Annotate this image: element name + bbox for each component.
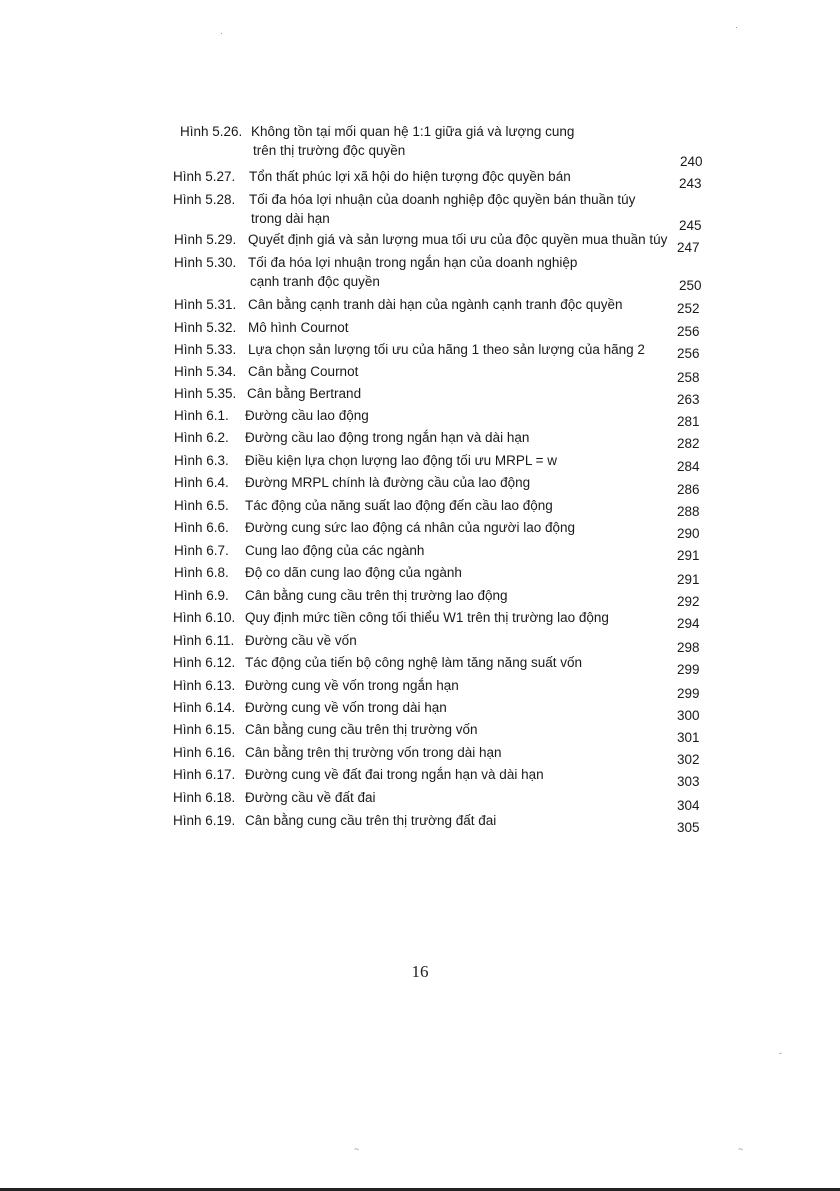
figure-title	[245, 676, 459, 695]
figure-page-number: 302	[677, 752, 700, 767]
figure-page-number: 258	[677, 370, 700, 385]
figure-page-number: 252	[677, 301, 700, 316]
figure-page-number: 291	[677, 572, 700, 587]
figure-title-line: Độ co dãn cung lao động của ngành	[245, 565, 462, 580]
figure-title-line: Cân bằng cạnh tranh dài hạn của ngành cạnh tranh độc quyền	[248, 297, 623, 312]
figure-title-line: Mô hình Cournot	[248, 320, 349, 335]
figure-page-number: 284	[677, 459, 700, 474]
figure-label: Hình 6.9.	[174, 588, 229, 603]
scan-speck: ·	[735, 22, 738, 32]
figure-title-line: Cung lao động của các ngành	[245, 543, 425, 558]
figure-title-line: Đường cung sức lao động cá nhân của người lao động	[245, 520, 576, 535]
figure-label: Hình 5.35.	[174, 386, 237, 401]
figure-title	[245, 586, 508, 605]
figure-label: Hình 5.30.	[174, 255, 237, 270]
figure-title	[245, 765, 544, 784]
figure-title	[245, 496, 553, 515]
figure-title-line: trong dài hạn	[251, 211, 330, 226]
figure-title	[245, 720, 478, 739]
figure-title-line: Cân bằng cung cầu trên thị trường vốn	[245, 722, 478, 737]
figure-page-number: 301	[677, 730, 700, 745]
figure-title	[245, 428, 529, 447]
figure-label: Hình 6.17.	[173, 767, 236, 782]
figure-title-line: Quy định mức tiền công tối thiểu W1 trên thị trường lao động	[245, 610, 609, 625]
figure-label: Hình 6.1.	[174, 408, 229, 423]
figure-title	[245, 563, 462, 582]
figure-title-line: Đường cung về đất đai trong ngắn hạn và dài hạn	[245, 767, 544, 782]
figure-title	[245, 631, 357, 650]
scan-speck: ·	[220, 28, 223, 38]
figure-title-line: Tối đa hóa lợi nhuận của doanh nghiệp độc quyền bán thuần túy	[249, 192, 636, 207]
figure-title	[248, 295, 623, 314]
figure-page-number: 304	[677, 798, 700, 813]
figure-title	[245, 406, 369, 425]
figure-title	[248, 318, 349, 337]
figure-label: Hình 6.7.	[174, 543, 229, 558]
figure-label: Hình 6.16.	[173, 745, 236, 760]
figure-page-number: 245	[679, 218, 702, 233]
figure-label: Hình 6.18.	[173, 790, 236, 805]
figure-label: Hình 6.8.	[174, 565, 229, 580]
scan-speck: -	[779, 1048, 782, 1058]
figure-label: Hình 5.28.	[173, 192, 236, 207]
figure-title-line: Đường cầu về đất đai	[245, 790, 376, 805]
page-number: 16	[411, 962, 429, 981]
figure-page-number: 286	[677, 482, 700, 497]
figure-title-line: Đường cung về vốn trong ngắn hạn	[245, 678, 459, 693]
figure-label: Hình 5.34.	[174, 364, 237, 379]
figure-label: Hình 6.15.	[173, 722, 236, 737]
figure-label: Hình 6.14.	[173, 700, 236, 715]
figure-page-number: 288	[677, 504, 700, 519]
figure-title	[245, 811, 496, 830]
figure-title-line: Cân bằng Bertrand	[247, 386, 362, 401]
figure-title-line: Đường cầu lao động trong ngắn hạn và dài hạn	[245, 430, 530, 445]
figure-page-number: 282	[677, 436, 700, 451]
figure-label: Hình 6.19.	[173, 813, 236, 828]
figure-label: Hình 5.27.	[173, 169, 236, 184]
figure-title	[251, 122, 574, 160]
figure-title-line: Đường cầu về vốn	[245, 633, 357, 648]
figure-title	[249, 167, 571, 186]
figure-title	[247, 384, 361, 403]
figure-page-number: 303	[677, 774, 700, 789]
figure-page-number: 294	[677, 616, 700, 631]
figure-title-line: Đường cung về vốn trong dài hạn	[245, 700, 447, 715]
figure-page-number: 281	[677, 414, 700, 429]
figure-page-number: 299	[677, 662, 700, 677]
figure-title-line: Tổn thất phúc lợi xã hội do hiện tượng độc quyền bán	[249, 169, 571, 184]
figure-page-number: 299	[677, 686, 700, 701]
figure-page-number: 256	[677, 324, 700, 339]
figure-page-number: 292	[677, 594, 700, 609]
figure-title-line: Không tồn tại mối quan hệ 1:1 giữa giá và lượng cung	[251, 124, 575, 139]
figure-title	[245, 451, 557, 470]
figure-page-number: 300	[677, 708, 700, 723]
figure-title-line: trên thị trường độc quyền	[253, 143, 406, 158]
figure-page-number: 291	[677, 548, 700, 563]
figure-page-number: 305	[677, 820, 700, 835]
figure-title-line: Đường MRPL chính là đường cầu của lao động	[245, 475, 531, 490]
figure-title	[245, 541, 424, 560]
figure-page-number: 250	[679, 278, 702, 293]
figure-page-number: 243	[679, 176, 702, 191]
figure-title-line: Đường cầu lao động	[245, 408, 369, 423]
figure-label: Hình 5.26.	[180, 124, 243, 139]
figure-label: Hình 6.3.	[174, 453, 229, 468]
figure-label: Hình 5.33.	[174, 342, 237, 357]
figure-page-number: 263	[677, 392, 700, 407]
figure-label: Hình 5.31.	[174, 297, 237, 312]
figure-title-line: Điều kiện lựa chọn lượng lao động tối ưu MRPL = w	[245, 453, 558, 468]
figure-title	[248, 362, 358, 381]
figure-label: Hình 5.29.	[174, 232, 237, 247]
figure-title-line: Cân bằng Cournot	[248, 364, 359, 379]
scan-speck: ~	[738, 1144, 744, 1154]
figure-title	[245, 743, 502, 762]
figure-label: Hình 6.5.	[174, 498, 229, 513]
figure-title	[245, 653, 582, 672]
figure-page-number: 290	[677, 526, 700, 541]
figure-label: Hình 6.12.	[173, 655, 236, 670]
figure-title-line: Cân bằng cung cầu trên thị trường đất đai	[245, 813, 497, 828]
figure-page-number: 256	[677, 346, 700, 361]
figure-label: Hình 6.6.	[174, 520, 229, 535]
figure-label: Hình 6.4.	[174, 475, 229, 490]
figure-title	[249, 190, 635, 228]
figure-title-line: Quyết định giá và sản lượng mua tối ưu của độc quyền mua thuần túy	[248, 232, 668, 247]
figure-label: Hình 5.32.	[174, 320, 237, 335]
figure-label: Hình 6.10.	[173, 610, 236, 625]
scan-speck: ~	[354, 1144, 360, 1154]
figure-title-line: Cân bằng cung cầu trên thị trường lao động	[245, 588, 508, 603]
figure-title	[245, 698, 447, 717]
figure-title-line: Cân bằng trên thị trường vốn trong dài hạn	[245, 745, 502, 760]
figure-title	[245, 608, 609, 627]
figure-title	[248, 253, 577, 291]
figure-title	[245, 473, 530, 492]
figure-label: Hình 6.13.	[173, 678, 236, 693]
figure-title-line: Tối đa hóa lợi nhuận trong ngắn hạn của doanh nghiệp	[248, 255, 578, 270]
figure-title-line: Tác động của năng suất lao động đến cầu lao động	[245, 498, 553, 513]
figure-label: Hình 6.11.	[173, 633, 235, 648]
figure-title	[248, 230, 667, 249]
figure-label: Hình 6.2.	[174, 430, 229, 445]
figure-title-line: Lựa chọn sản lượng tối ưu của hãng 1 theo sản lượng của hãng 2	[248, 342, 645, 357]
figure-title-line: Tác động của tiến bộ công nghệ làm tăng năng suất vốn	[245, 655, 582, 670]
figure-title-line: cạnh tranh độc quyền	[250, 274, 380, 289]
figure-page-number: 247	[677, 240, 700, 255]
figure-page-number: 298	[677, 640, 700, 655]
figure-title	[245, 788, 375, 807]
figure-title	[248, 340, 645, 359]
figure-title	[245, 518, 575, 537]
figure-page-number: 240	[680, 154, 703, 169]
